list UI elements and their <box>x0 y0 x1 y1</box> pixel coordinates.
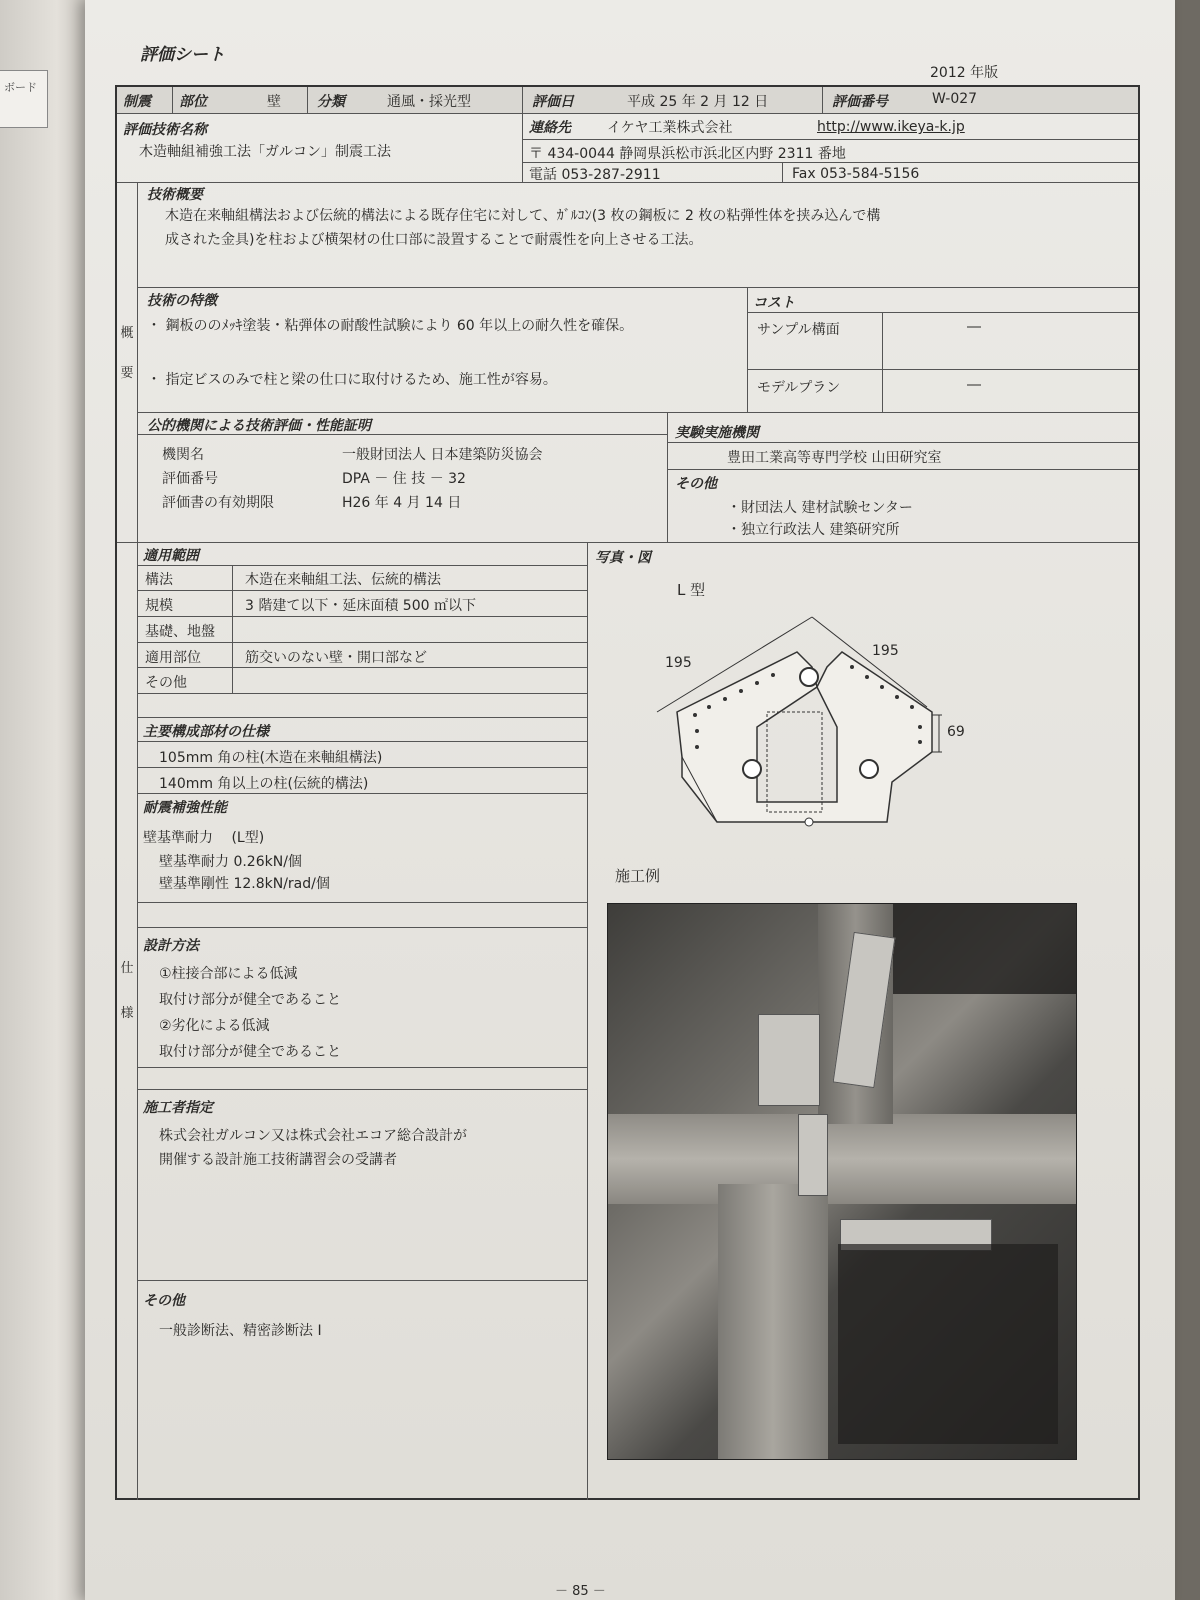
tech-name-label: 評価技術名称 <box>123 122 207 138</box>
features-label: 技術の特徴 <box>147 293 217 309</box>
gaiyo-side-1: 概 <box>120 326 134 341</box>
cost-row1-value: ― <box>967 319 981 335</box>
design-line3: ②劣化による低減 <box>159 1018 270 1034</box>
background-page <box>0 0 95 1600</box>
figure-type: L 型 <box>677 581 706 599</box>
sheet-title: 評価シート <box>140 45 225 65</box>
cert-no-value: DPA － 住 技 － 32 <box>342 471 466 487</box>
builder-label: 施工者指定 <box>143 1100 213 1116</box>
features-item1: ・ 鋼板ののﾒｯｷ塗装・粘弾体の耐酸性試験により 60 年以上の耐久性を確保。 <box>147 318 634 334</box>
design-line1: ①柱接合部による低減 <box>159 966 298 982</box>
cert-org-value: 一般財団法人 日本建築防災協会 <box>342 447 543 463</box>
scope-row-k: 適用部位 <box>145 650 201 666</box>
figure-label: 写真・図 <box>595 550 651 566</box>
members-item1: 105mm 角の柱(木造在来軸組構法) <box>159 750 383 766</box>
construction-example-photo <box>607 903 1077 1460</box>
builder-line2: 開催する設計施工技術講習会の受講者 <box>159 1152 397 1168</box>
performance-line3: 壁基準剛性 12.8kN/rad/個 <box>159 876 330 892</box>
scope-row-k: 基礎、地盤 <box>145 624 215 640</box>
contact-label: 連絡先 <box>529 120 571 136</box>
l-type-bracket-drawing <box>637 597 967 847</box>
gaiyo-side-2: 要 <box>120 366 134 381</box>
dim-height: 69 <box>947 724 965 740</box>
bunrui-value: 通風・採光型 <box>387 94 471 110</box>
lab-label: 実験実施機関 <box>675 425 759 441</box>
design-line4: 取付け部分が健全であること <box>159 1044 341 1060</box>
hyokabi-value: 平成 25 年 2 月 12 日 <box>627 94 769 110</box>
example-label: 施工例 <box>615 867 661 885</box>
cert-no-label: 評価番号 <box>162 471 218 487</box>
evaluation-sheet-page <box>85 0 1175 1600</box>
bui-value: 壁 <box>267 94 281 110</box>
cert-org-label: 機関名 <box>162 447 204 463</box>
page-number: － 85 － <box>555 1584 606 1599</box>
cost-row2-label: モデルプラン <box>757 380 841 396</box>
bui-label: 部位 <box>179 94 207 110</box>
scope-row-k: その他 <box>145 675 187 691</box>
other-orgs-item1: ・財団法人 建材試験センター <box>727 500 913 516</box>
contact-company: イケヤ工業株式会社 <box>607 120 733 136</box>
cert-valid-value: H26 年 4 月 14 日 <box>342 495 462 511</box>
cost-row2-value: ― <box>967 377 981 393</box>
features-item2: ・ 指定ビスのみで柱と梁の仕口に取付けるため、施工性が容易。 <box>147 372 557 388</box>
dim-left: 195 <box>665 655 692 671</box>
scope-row-v: 筋交いのない壁・開口部など <box>245 650 427 666</box>
design-label: 設計方法 <box>143 938 199 954</box>
contact-url[interactable]: http://www.ikeya-k.jp <box>817 119 965 135</box>
overview-line2: 成された金具)を柱および横架材の仕口部に設置することで耐震性を向上させる工法。 <box>165 232 703 248</box>
members-label: 主要構成部材の仕様 <box>143 724 269 740</box>
cost-row1-label: サンプル構面 <box>757 322 840 338</box>
performance-line2: 壁基準耐力 0.26kN/個 <box>159 854 302 870</box>
tech-name-value: 木造軸組補強工法「ガルコン」制震工法 <box>139 144 391 160</box>
performance-label: 耐震補強性能 <box>143 800 227 816</box>
background-tab: ボード <box>0 70 48 128</box>
members-item2: 140mm 角以上の柱(伝統的構法) <box>159 776 369 792</box>
contact-tel: 電話 053-287-2911 <box>529 167 661 183</box>
dim-right: 195 <box>872 643 899 659</box>
overview-line1: 木造在来軸組構法および伝統的構法による既存住宅に対して、ｶﾞﾙｺﾝ(3 枚の鋼板に 2 枚の粘弾性体を挟み込んで構 <box>165 208 881 224</box>
scope-row-v: 木造在来軸組工法、伝統的構法 <box>245 572 441 588</box>
cert-valid-label: 評価書の有効期限 <box>162 495 274 511</box>
edition-year: 2012 年版 <box>930 65 999 81</box>
performance-line1: 壁基準耐力 (L型) <box>143 830 265 846</box>
shiyo-side-1: 仕 <box>120 961 134 976</box>
other-bottom-label: その他 <box>143 1293 185 1309</box>
scope-row-k: 規模 <box>145 598 173 614</box>
scope-label: 適用範囲 <box>143 548 199 564</box>
contact-address: 〒 434-0044 静岡県浜松市浜北区内野 2311 番地 <box>529 146 846 162</box>
other-bottom-line1: 一般診断法、精密診断法 I <box>159 1323 322 1339</box>
lab-value: 豊田工業高等専門学校 山田研究室 <box>727 450 942 466</box>
other-orgs-label: その他 <box>675 476 717 492</box>
builder-line1: 株式会社ガルコン又は株式会社エコア総合設計が <box>159 1128 467 1144</box>
hyokabi-label: 評価日 <box>532 94 574 110</box>
scope-row-k: 構法 <box>145 572 173 588</box>
design-line2: 取付け部分が健全であること <box>159 992 341 1008</box>
bunrui-label: 分類 <box>317 94 345 110</box>
certification-label: 公的機関による技術評価・性能証明 <box>147 418 371 434</box>
shiyo-side-2: 様 <box>120 1006 134 1021</box>
cost-label: コスト <box>753 295 795 311</box>
hyoka-no-label: 評価番号 <box>832 94 888 110</box>
hyoka-no-value: W-027 <box>932 91 978 107</box>
other-orgs-item2: ・独立行政法人 建築研究所 <box>727 522 900 538</box>
overview-label: 技術概要 <box>147 187 203 203</box>
contact-fax: Fax 053-584-5156 <box>792 166 920 182</box>
scope-row-v: 3 階建て以下・延床面積 500 ㎡以下 <box>245 598 476 614</box>
category-seisin: 制震 <box>123 94 151 110</box>
